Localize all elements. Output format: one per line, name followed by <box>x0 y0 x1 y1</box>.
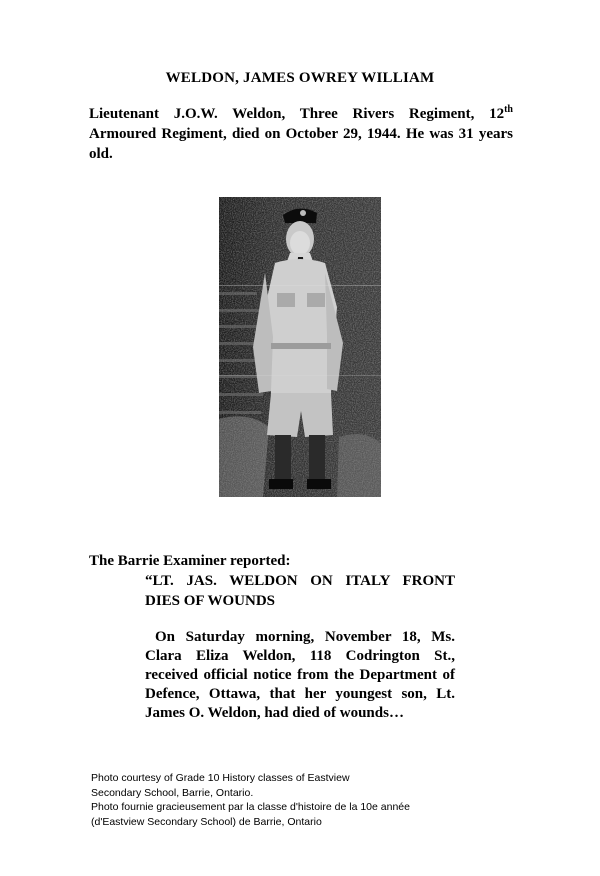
intro-text-2: Armoured Regiment, died on October 29, 1944. He was 31 years old. <box>89 126 513 162</box>
intro-text-1: Lieutenant J.O.W. Weldon, Three Rivers Regiment, 12 <box>89 106 505 122</box>
photo-credit <box>91 771 410 829</box>
credit-line-4: (d'Eastview Secondary School) de Barrie, Ontario <box>91 815 322 828</box>
credit-line-2: Secondary School, Barrie, Ontario. <box>91 786 254 799</box>
intro-paragraph <box>89 104 513 164</box>
source-label: The Barrie Examiner reported: <box>89 553 291 569</box>
headline-line-1: “LT. JAS. WELDON ON ITALY FRONT <box>145 573 455 589</box>
soldier-portrait-photo <box>219 197 381 497</box>
intro-superscript: th <box>504 104 513 115</box>
credit-line-1: Photo courtesy of Grade 10 History classes of Eastview <box>91 772 350 784</box>
page-title: WELDON, JAMES OWREY WILLIAM <box>165 70 435 86</box>
headline-line-2: DIES OF WOUNDS <box>145 593 276 609</box>
newspaper-headline <box>145 571 455 611</box>
newspaper-excerpt: On Saturday morning, November 18, Ms. Clara Eliza Weldon, 118 Codrington St., received official notice from the Department of Defence, Ottawa, that her youngest son, Lt. James O. Weldon, had died of wounds… <box>145 629 455 721</box>
credit-line-3: Photo fournie gracieusement par la classe d'histoire de la 10e année <box>91 801 410 813</box>
